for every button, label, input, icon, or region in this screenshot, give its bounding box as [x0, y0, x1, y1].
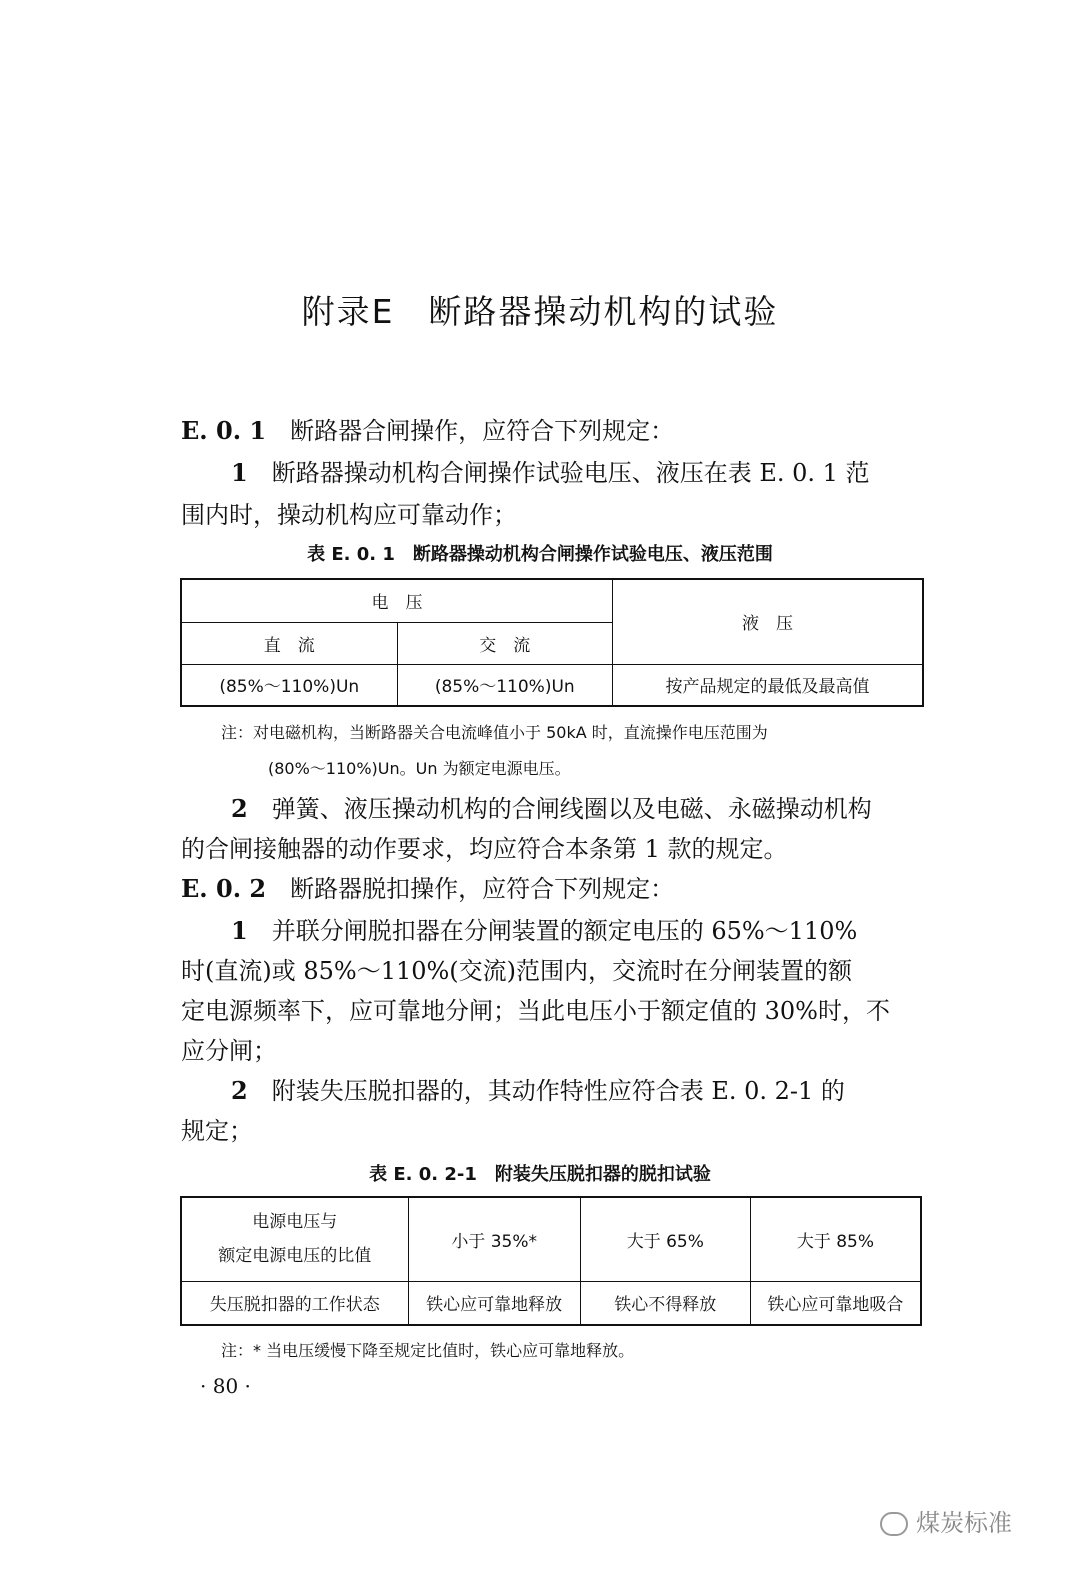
- table-e02-note: 注：* 当电压缓慢下降至规定比值时，铁心应可靠地释放。: [221, 1341, 635, 1360]
- clause-e01-item2-cont: [181, 828, 923, 870]
- table-header-below-35: 小于 35%*: [408, 1197, 580, 1281]
- table-header-voltage: 电 压: [181, 579, 613, 622]
- clause-e01-item1-cont: [181, 494, 923, 536]
- clause-e01-text: 断路器合闸操作，应符合下列规定：: [290, 417, 675, 445]
- table-cell-below-35: 铁心应可靠地释放: [408, 1281, 580, 1325]
- clause-e01-item1: [181, 452, 923, 494]
- clause-e01-number: E. 0. 1: [181, 416, 267, 445]
- table-cell-above-65: 铁心不得释放: [580, 1281, 750, 1325]
- wechat-icon: [880, 1512, 908, 1536]
- table-row-label: 失压脱扣器的工作状态: [181, 1281, 408, 1325]
- table-header-hydraulic: 液 压: [613, 579, 924, 664]
- clause-e02-item1-line4: 应分闸；: [181, 1037, 277, 1065]
- table-cell-hydraulic-value: 按产品规定的最低及最高值: [613, 664, 924, 706]
- item-text: 围内时，操动机构应可靠动作；: [181, 501, 517, 529]
- clause-e02-item2-cont: 规定；: [181, 1117, 253, 1145]
- appendix-label: 附录E: [301, 292, 395, 331]
- table-header-ratio-line2: 额定电源电压的比值: [218, 1246, 372, 1267]
- item-number: 1: [231, 458, 248, 487]
- item-text: 附装失压脱扣器的，其动作特性应符合表 E. 0. 2-1 的: [271, 1077, 845, 1105]
- item-number: 2: [231, 794, 248, 823]
- watermark: [880, 1503, 1012, 1538]
- item-text: 断路器操动机构合闸操作试验电压、液压在表 E. 0. 1 范: [271, 459, 870, 487]
- table-header-ratio: [181, 1197, 408, 1281]
- clause-e02-item1-line2: 时(直流)或 85%～110%(交流)范围内，交流时在分闸装置的额: [181, 957, 853, 985]
- clause-e02-item1-line3: 定电源频率下，应可靠地分闸；当此电压小于额定值的 30%时，不: [181, 997, 890, 1025]
- table-e01-caption: 表 E. 0. 1 断路器操动机构合闸操作试验电压、液压范围: [307, 544, 773, 565]
- clause-e02: [181, 868, 923, 910]
- table-e02: [180, 1196, 922, 1326]
- page-title: [0, 286, 1080, 333]
- item-number: 2: [231, 1076, 248, 1105]
- clause-e01-item2: [181, 788, 923, 830]
- table-e02-caption: 表 E. 0. 2-1 附装失压脱扣器的脱扣试验: [369, 1164, 711, 1185]
- clause-e01: [181, 410, 923, 452]
- table-header-dc: 直 流: [181, 622, 397, 664]
- clause-e02-text: 断路器脱扣操作，应符合下列规定：: [290, 875, 675, 903]
- table-header-above-85: 大于 85%: [750, 1197, 921, 1281]
- appendix-title: 断路器操动机构的试验: [428, 292, 779, 331]
- table-header-above-65: 大于 65%: [580, 1197, 750, 1281]
- item-text: 弹簧、液压操动机构的合闸线圈以及电磁、永磁操动机构: [271, 795, 872, 823]
- table-e01: [180, 578, 924, 707]
- table-cell-above-85: 铁心应可靠地吸合: [750, 1281, 921, 1325]
- item-text: 并联分闸脱扣器在分闸装置的额定电压的 65%～110%: [271, 917, 858, 945]
- table-header-ratio-line1: 电源电压与: [252, 1212, 338, 1233]
- item-number: 1: [231, 916, 248, 945]
- item-text: 的合闸接触器的动作要求，均应符合本条第 1 款的规定。: [181, 835, 788, 863]
- table-header-ac: 交 流: [397, 622, 613, 664]
- page-number: · 80 ·: [200, 1374, 251, 1398]
- clause-e02-item2: [181, 1070, 923, 1112]
- table-cell-dc-value: (85%～110%)Un: [181, 664, 397, 706]
- table-e01-note-line2: (80%～110%)Un。Un 为额定电源电压。: [268, 759, 571, 778]
- watermark-text: 煤炭标准: [916, 1509, 1012, 1537]
- clause-e02-number: E. 0. 2: [181, 874, 267, 903]
- clause-e02-item1: [181, 910, 923, 952]
- table-e01-note-line1: 注：对电磁机构，当断路器关合电流峰值小于 50kA 时，直流操作电压范围为: [221, 723, 768, 742]
- table-cell-ac-value: (85%～110%)Un: [397, 664, 613, 706]
